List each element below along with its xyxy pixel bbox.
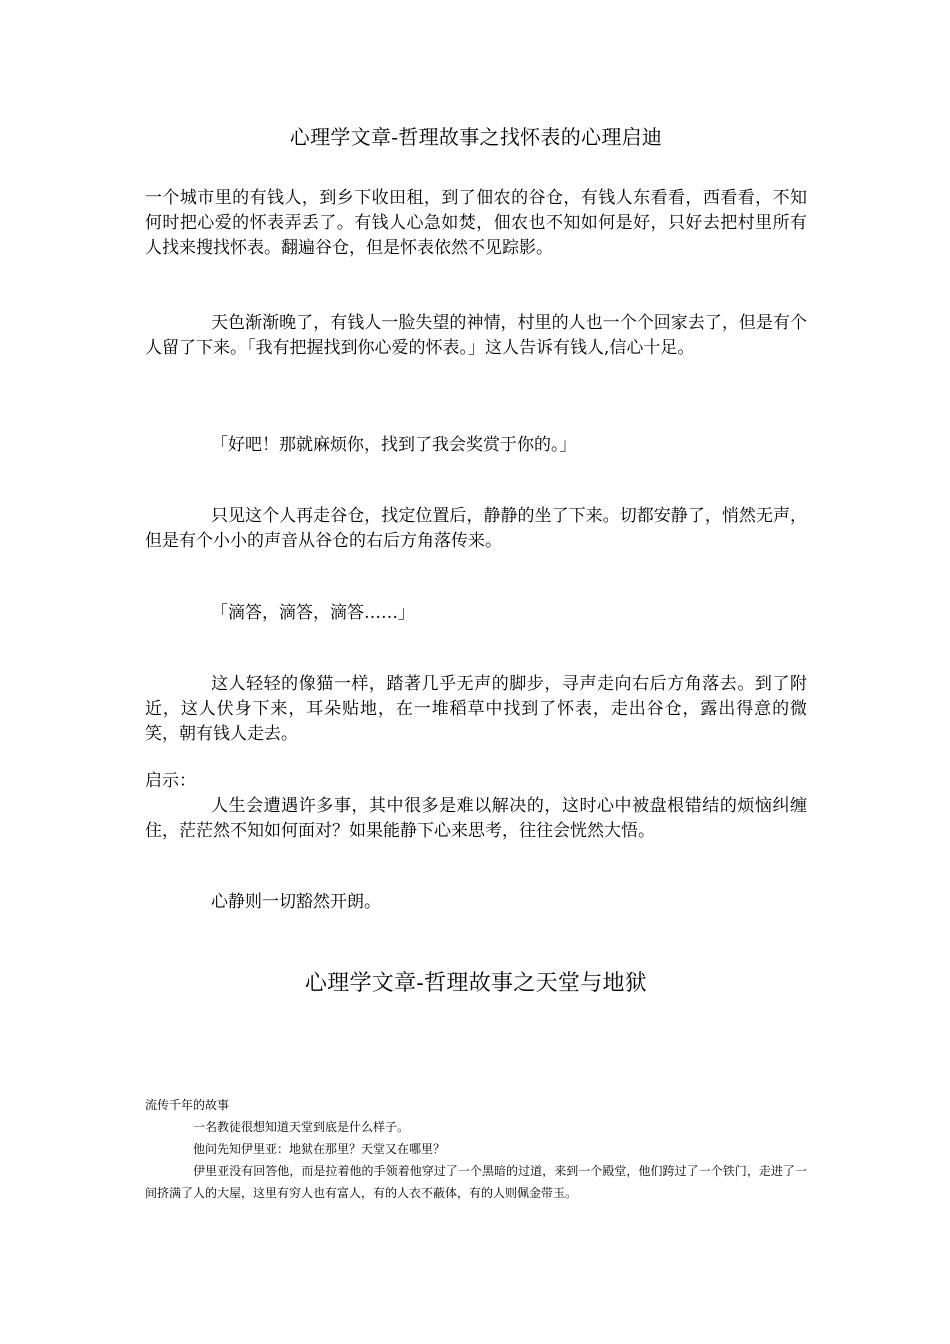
paragraph-5-block xyxy=(145,601,807,626)
paragraph-2: 天色渐渐晚了，有钱人一脸失望的神情，村里的人也一个个回家去了，但是有个人留了下来。「我有把握找到你心爱的怀表。」这人告诉有钱人,信心十足。 xyxy=(145,313,807,358)
article-2-title: 心理学文章-哲理故事之天堂与地狱 xyxy=(304,971,648,996)
paragraph-2-block xyxy=(145,311,807,361)
story-sentence-3: 伊里亚没有回答他，而是拉着他的手领着他穿过了一个黑暗的过道，来到一个殿堂，他们跨过了一个铁门，走进了一间挤满了人的大屋，这里有穷人也有富人，有的人衣不蔽体，有的人则佩金带玉。 xyxy=(145,1164,807,1200)
story-sentence-1: 一名教徒很想知道天堂到底是什么样子。 xyxy=(193,1120,410,1134)
story-sentence-2: 他问先知伊里亚：地狱在那里？天堂又在哪里？ xyxy=(193,1142,446,1156)
paragraph-4: 只见这个人再走谷仓，找定位置后，静静的坐了下来。切都安静了，悄然无声，但是有个小小的声音从谷仓的右后方角落传来。 xyxy=(145,506,807,551)
paragraph-8: 心静则一切豁然开朗。 xyxy=(211,892,381,912)
paragraph-4-block xyxy=(145,504,807,554)
article-2-body xyxy=(145,1094,807,1204)
paragraph-3: 「好吧！那就麻烦你，找到了我会奖赏于你的。」 xyxy=(211,435,577,455)
paragraph-5: 「滴答，滴答，滴答……」 xyxy=(211,603,415,623)
paragraph-1: 一个城市里的有钱人，到乡下收田租，到了佃农的谷仓，有钱人东看看，西看看，不知何时把心爱的怀表弄丢了。有钱人心急如焚，佃农也不知如何是好，只好去把村里所有人找来搜找怀表。翻遍谷仓，但是怀表依然不见踪影。 xyxy=(145,188,807,258)
article-1-body xyxy=(145,186,807,261)
paragraph-7: 人生会遭遇许多事，其中很多是难以解决的，这时心中被盘根错结的烦恼纠缠住，茫茫然不知如何面对？如果能静下心来思考，往往会恍然大悟。 xyxy=(145,796,807,841)
insight-block xyxy=(145,769,807,844)
paragraph-8-block xyxy=(145,890,807,915)
article-1-title: 心理学文章-哲理故事之找怀表的心理启迪 xyxy=(289,125,663,149)
insight-label: 启示： xyxy=(145,771,196,791)
paragraph-6: 这人轻轻的像猫一样，踏著几乎无声的脚步，寻声走向右后方角落去。到了附近，这人伏身下来，耳朵贴地，在一堆稻草中找到了怀表，走出谷仓，露出得意的微笑，朝有钱人走去。 xyxy=(145,674,807,744)
story-subheading: 流传千年的故事 xyxy=(145,1098,230,1112)
paragraph-6-block xyxy=(145,672,807,747)
paragraph-3-block xyxy=(145,433,807,458)
